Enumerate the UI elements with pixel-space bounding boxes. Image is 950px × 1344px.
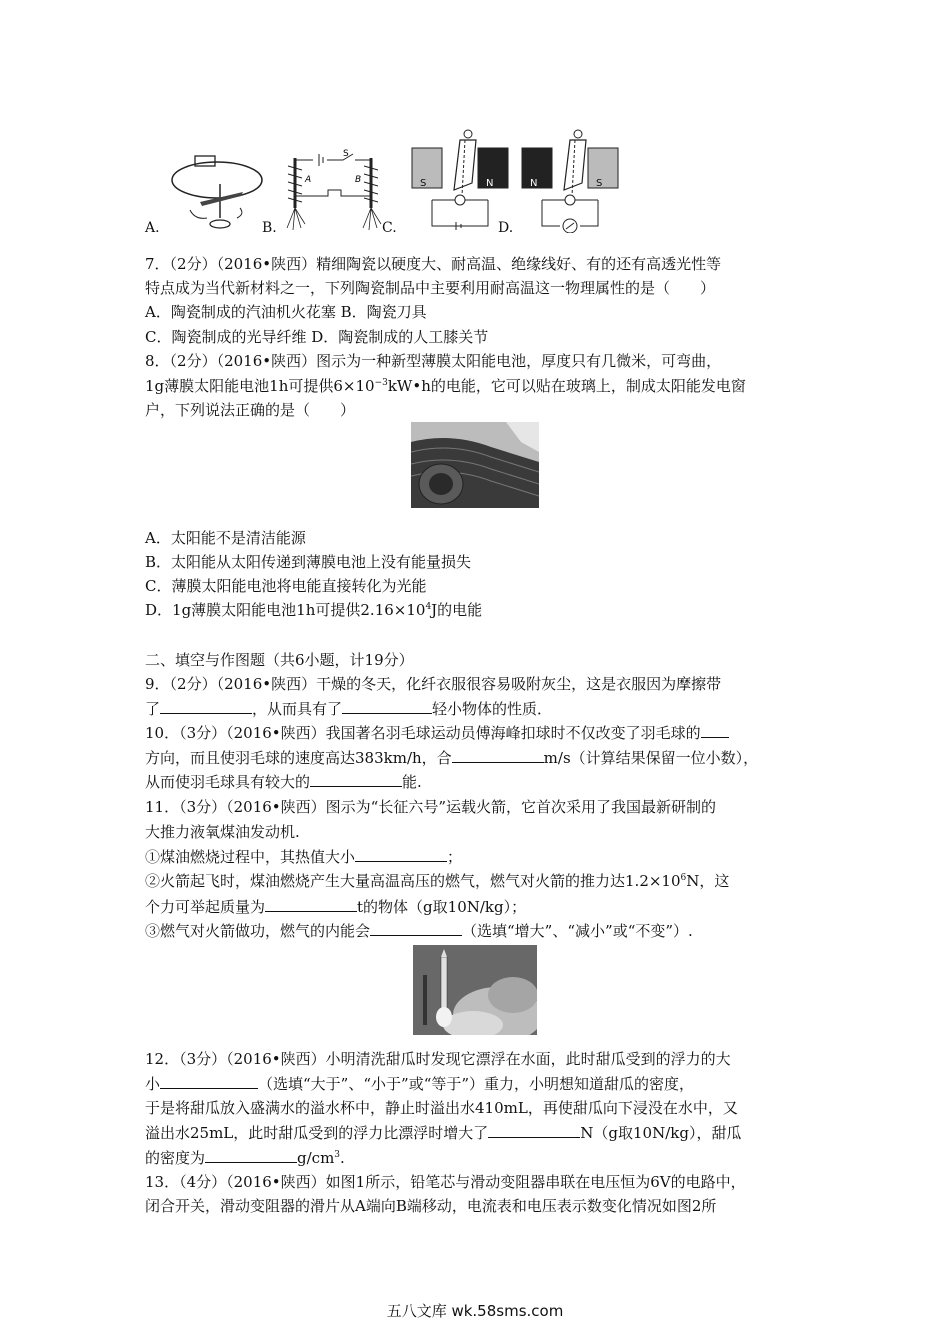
q12-text-a: 小 — [145, 1075, 161, 1093]
q8-option-b: B．太阳能从太阳传递到薄膜电池上没有能量损失 — [145, 553, 472, 571]
q8-option-d — [145, 600, 825, 620]
solar-film-photo — [411, 422, 539, 508]
q10-text-d: 从而使羽毛球具有较大的 — [145, 773, 311, 791]
q9-text-a: 了 — [145, 700, 161, 718]
q12-text-e: 的密度为 — [145, 1149, 206, 1167]
q10-line-3 — [145, 771, 825, 792]
q12-line-5 — [145, 1147, 825, 1168]
q13-line-1: 13．（4分）（2016•陕西）如图1所示，铅笔芯与滑动变阻器串联在电压恒为6V的电路中， — [145, 1173, 746, 1191]
q9-line-1: 9．（2分）（2016•陕西）干燥的冬天，化纤衣服很容易吸附灰尘，这是衣服因为摩擦带 — [145, 675, 722, 693]
q9-line-2 — [145, 698, 825, 719]
q12-text-g: . — [340, 1149, 345, 1167]
q12-text-f: g/cm — [297, 1149, 335, 1167]
q6-b-b-label: B — [355, 175, 362, 185]
q6-figure-c — [410, 128, 510, 233]
q11-line-2: 大推力液氧煤油发动机. — [145, 823, 300, 841]
q12-line-2 — [145, 1073, 825, 1094]
q8-option-d-exp: 4 — [425, 602, 432, 612]
q9-blank-2[interactable] — [342, 698, 432, 714]
q11-line-5 — [145, 896, 825, 917]
q6-figure-b — [283, 148, 383, 238]
q11-text-f: t的物体（g取10N/kg）； — [357, 898, 527, 916]
q11-blank-2[interactable] — [265, 896, 357, 912]
section-2-heading: 二、填空与作图题（共6小题，计19分） — [145, 651, 414, 669]
q8-line-2b: kW•h的电能，它可以贴在玻璃上，制成太阳能发电窗 — [387, 377, 746, 395]
q6-d-n-label: N — [530, 178, 538, 189]
q11-text-e: 个力可举起质量为 — [145, 898, 266, 916]
q12-line-3: 于是将甜瓜放入盛满水的溢水杯中，静止时溢出水410mL，再使甜瓜向下浸没在水中，又 — [145, 1099, 738, 1117]
q10-text-c: m/s（计算结果保留一位小数）， — [543, 749, 759, 767]
q6-b-switch-label: S — [343, 149, 349, 159]
q12-blank-2[interactable] — [488, 1122, 580, 1138]
q10-line-1 — [145, 722, 825, 743]
q11-line-1: 11．（3分）（2016•陕西）图示为“长征六号”运载火箭，它首次采用了我国最新研制的 — [145, 798, 716, 816]
q10-text-e: 能. — [402, 773, 422, 791]
q6-d-s-label: S — [596, 178, 603, 189]
q8-option-d-a: D．1g薄膜太阳能电池1h可提供2.16×10 — [145, 601, 426, 619]
q10-text-b: 方向，而且使羽毛球的速度高达383km/h，合 — [145, 749, 452, 767]
q12-blank-3[interactable] — [205, 1147, 297, 1163]
q8-line-3: 户，下列说法正确的是（ ） — [145, 401, 356, 419]
q11-text-g: ③燃气对火箭做功，燃气的内能会 — [145, 922, 371, 940]
q8-line-1: 8．（2分）（2016•陕西）图示为一种新型薄膜太阳能电池，厚度只有几微米，可弯曲， — [145, 352, 722, 370]
q11-text-b: ； — [447, 848, 463, 866]
q10-text-a: 10．（3分）（2016•陕西）我国著名羽毛球运动员傅海峰扣球时不仅改变了羽毛球的 — [145, 724, 701, 742]
q9-blank-1[interactable] — [160, 698, 252, 714]
q6-option-d-label: D. — [498, 220, 514, 236]
q6-option-a-label: A. — [145, 220, 160, 236]
q11-text-a: ①煤油燃烧过程中，其热值大小 — [145, 848, 356, 866]
q11-exponent: 6 — [680, 873, 687, 883]
q6-b-a-label: A — [305, 175, 312, 185]
q11-line-3 — [145, 846, 825, 867]
q10-line-2 — [145, 747, 825, 768]
q8-exponent: −3 — [374, 378, 388, 388]
q13-line-2: 闭合开关，滑动变阻器的滑片从A端向B端移动，电流表和电压表示数变化情况如图2所 — [145, 1197, 717, 1215]
footer-watermark: 五八文库 wk.58sms.com — [386, 1302, 564, 1320]
q11-text-d: N，这 — [686, 872, 730, 890]
q6-figure-a — [165, 150, 265, 240]
q8-option-c: C．薄膜太阳能电池将电能直接转化为光能 — [145, 577, 427, 595]
q11-text-c: ②火箭起飞时，煤油燃烧产生大量高温高压的燃气，燃气对火箭的推力达1.2×10 — [145, 872, 681, 890]
q10-blank-2[interactable] — [452, 747, 544, 763]
rocket-launch-photo — [413, 945, 537, 1035]
q7-options-cd: C．陶瓷制成的光导纤维 D．陶瓷制成的人工膝关节 — [145, 328, 489, 346]
q12-text-d: N（g取10N/kg），甜瓜 — [580, 1124, 742, 1142]
q7-options-ab: A．陶瓷制成的汽油机火花塞 B．陶瓷刀具 — [145, 303, 427, 321]
q10-blank-1[interactable] — [701, 722, 729, 738]
q11-line-6 — [145, 920, 825, 941]
q9-text-b: ，从而具有了 — [252, 700, 343, 718]
q11-blank-1[interactable] — [355, 846, 447, 862]
q6-figure-d — [520, 128, 620, 233]
q9-text-c: 轻小物体的性质． — [432, 700, 553, 718]
q8-line-2 — [145, 376, 825, 396]
q12-line-1: 12．（3分）（2016•陕西）小明清洗甜瓜时发现它漂浮在水面，此时甜瓜受到的浮力的大 — [145, 1050, 731, 1068]
q12-exponent: 3 — [334, 1150, 341, 1160]
q6-option-c-label: C. — [382, 220, 397, 236]
q8-option-a: A．太阳能不是清洁能源 — [145, 529, 306, 547]
q6-c-s-label: S — [420, 178, 427, 189]
q8-line-2a: 1g薄膜太阳能电池1h可提供6×10 — [145, 377, 375, 395]
q8-option-d-b: J的电能 — [431, 601, 483, 619]
q11-text-h: （选填“增大”、“减小”或“不变”）. — [462, 922, 693, 940]
q12-blank-1[interactable] — [160, 1073, 258, 1089]
q12-line-4 — [145, 1122, 825, 1143]
q6-c-n-label: N — [486, 178, 494, 189]
q12-text-b: （选填“大于”、“小于”或“等于”）重力，小明想知道甜瓜的密度， — [258, 1075, 695, 1093]
q10-blank-3[interactable] — [310, 771, 402, 787]
q11-line-4 — [145, 871, 825, 891]
q7-line-2: 特点成为当代新材料之一，下列陶瓷制品中主要利用耐高温这一物理属性的是（ ） — [145, 279, 716, 297]
q12-text-c: 溢出水25mL，此时甜瓜受到的浮力比漂浮时增大了 — [145, 1124, 489, 1142]
q11-blank-3[interactable] — [370, 920, 462, 936]
q7-line-1: 7．（2分）（2016•陕西）精细陶瓷以硬度大、耐高温、绝缘线好、有的还有高透光性等 — [145, 255, 722, 273]
q6-option-b-label: B. — [262, 220, 277, 236]
